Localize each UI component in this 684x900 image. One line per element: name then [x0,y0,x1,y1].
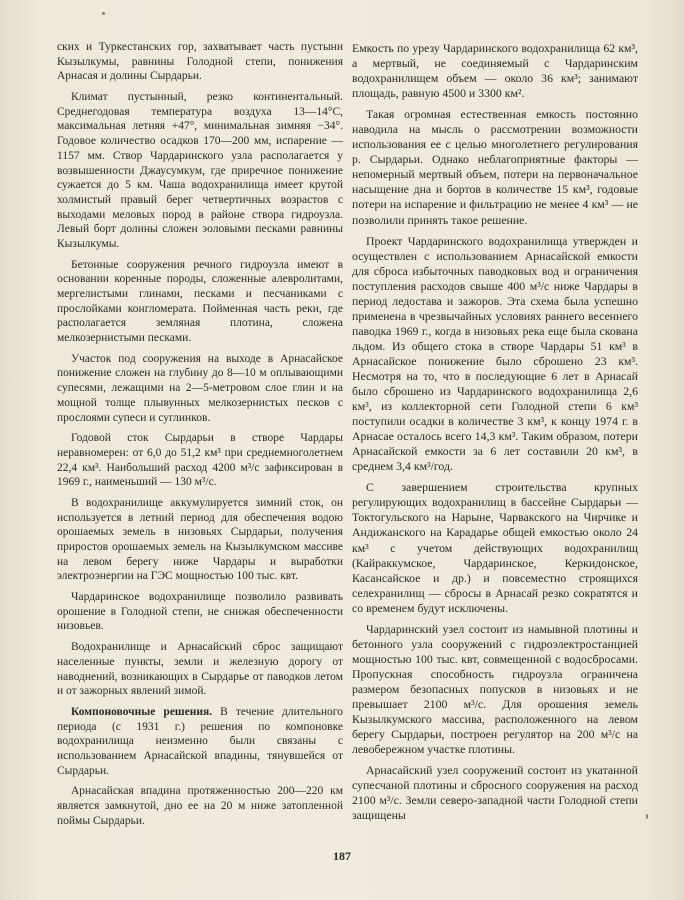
paragraph: Емкость по урезу Чардаринского водохранилища 62 км³, а мертвый, не соединяемый с Чардаринским водохранилищем объем — около 36 км³; занимают площадь, равную 4500 и 3300 км². [352,41,638,101]
paragraph: Климат пустынный, резко континентальный. Среднегодовая температура воздуха 13—14°С, максимальная летняя +47°, минимальная зимняя −34°. Годовое количество осадков 170—200 мм, испарение — 1157 мм. Створ Чардаринского узла располагается у возвышенности Джаусумкум, где приречное понижение сужается до 5 км. Чаша водохранилища имеет крутой холмистый правый берег четвертичных возрастов с выходами меловых пород в районе створа гидроузла. Левый борт долины сложен эоловыми песками равнины Кызылкумы. [57,91,343,250]
paragraph: Участок под сооружения на выходе в Арнасайское понижение сложен на глубину до 8—10 м оплывающими супесями, лежащими на 2—5-метровом слое глин и на мощной толще плывунных мелкозернистых песков с прослоями супеси и суглинков. [57,352,343,424]
paragraph: Чардаринский узел состоит из намывной плотины и бетонного узла сооружений с гидроэлектростанцией мощностью 100 тыс. квт, совмещенной с водосбросами. Пропускная способность гидроузла ограничена размером безопасных попусков в низовьях и не превышает 2100 м³/с. Для орошения земель Кызылкумского массива, расположенного на левом берегу Сырдарьи, построен регулятор на 200 м³/с на левобережном участке плотины. [352,621,638,757]
paragraph: Годовой сток Сырдарьи в створе Чардары неравномерен: от 6,0 до 51,2 км³ при среднемноголетнем 22,4 км³. Наибольший расход 4200 м³/с зафиксирован в 1969 г., наименьший — 130 м³/с. [57,432,343,489]
paper-speck [102,12,105,15]
right-column [352,41,638,829]
paragraph: Такая огромная естественная емкость постоянно наводила на мысль о рассмотрении возможности использования ее с целью многолетнего регулирования р. Сырдарьи. Однако неблагоприятные факторы — непомерный мертвый объем, потери на первоначальное насыщение дна и бортов в количестве 15 км³, годовые потери на испарение и фильтрацию не менее 4 км³ — не позволили принять такое решение. [352,107,638,227]
paragraph: Чардаринское водохранилище позволило развивать орошение в Голодной степи, не снижая обеспеченности низовьев. [57,591,343,633]
paragraph: В водохранилище аккумулируется зимний сток, он используется в летний период для обеспечения водою орошаемых земель в низовьях Сырдарьи, получения приростов орошаемых земель на Кызылкумском массиве на левом берегу ниже Чардары и выработки электроэнергии на ГЭС мощностью 100 тыс. квт. [57,496,343,583]
section-heading: Компоновочные решения. [71,705,213,718]
paragraph: Арнасайская впадина протяженностью 200—220 км является замкнутой, дно ее на 20 м ниже затопленной поймы Сырдарьи. [57,785,343,827]
section-text: В течение длительного периода (с 1931 г.) решения по компоновке водохранилища неизменно были связаны с использованием Арнасайской впадины, тянувшейся от Сырдарьи. [57,705,343,777]
page-number: 187 [333,849,351,863]
paragraph: Арнасайский узел сооружений состоит из укатанной супесчаной плотины и сбросного сооружения на расход 2100 м³/с. Земли северо-западной части Голодной степи защищены [352,763,638,823]
paragraph [57,705,343,778]
paragraph: ских и Туркестанских гор, захватывает часть пустыни Кызылкумы, равнины Голодной степи, понижения Арнасая и долины Сырдарьи. [57,41,343,83]
paragraph: Проект Чардаринского водохранилища утвержден и осуществлен с использованием Арнасайской емкости для сброса избыточных паводковых вод и ограничения поступления расходов свыше 400 м³/с ниже Чардары в период ледостава и зажоров. Эта схема была успешно применена в чрезвычайных условиях раннего весеннего паводка 1969 г., когда в низовьях река еще была скована льдом. Из общего стока в створе Чардары 51 км³ в Арнасайское понижение было сброшено 23 км³. Несмотря на то, что в последующие 6 лет в Арнасай было сброшено из Чардаринского водохранилища 2,6 км³, из коллекторной сети Голодной степи 6 км³ поступили осадки в количестве 3 км³, к концу 1974 г. в Арнасае осталось всего 14,3 км³. Таким образом, потери Арнасайской емкости за 6 лет составили 20 км³, в среднем 3,4 км³/год. [352,233,638,474]
paragraph: Бетонные сооружения речного гидроузла имеют в основании коренные породы, сложенные алевролитами, мергелистыми глинами, песками и песчаниками с прослойками конгломерата. Пойменная часть реки, где располагается земляная плотина, сложена мелкозернистыми песками. [57,258,343,345]
paragraph: Водохранилище и Арнасайский сброс защищают населенные пункты, земли и железную дорогу от наводнений, возникающих в Сырдарье от паводков летом и от зажорных явлений зимой. [57,641,343,698]
paragraph: С завершением строительства крупных регулирующих водохранилищ в бассейне Сырдарьи — Токтогульского на Нарыне, Чарвакского на Чирчике и Андижанского на Карадарье общей емкостью около 24 км³ с учетом действующих водохранилищ (Кайраккумское, Чардаринское, Керкидонское, Касансайское и др.) и повсеместно строящихся селехранилищ — сбросы в Арнасай резко сократятся и со временем будут исключены. [352,480,638,615]
left-column [57,40,343,834]
paper-speck [646,814,648,819]
